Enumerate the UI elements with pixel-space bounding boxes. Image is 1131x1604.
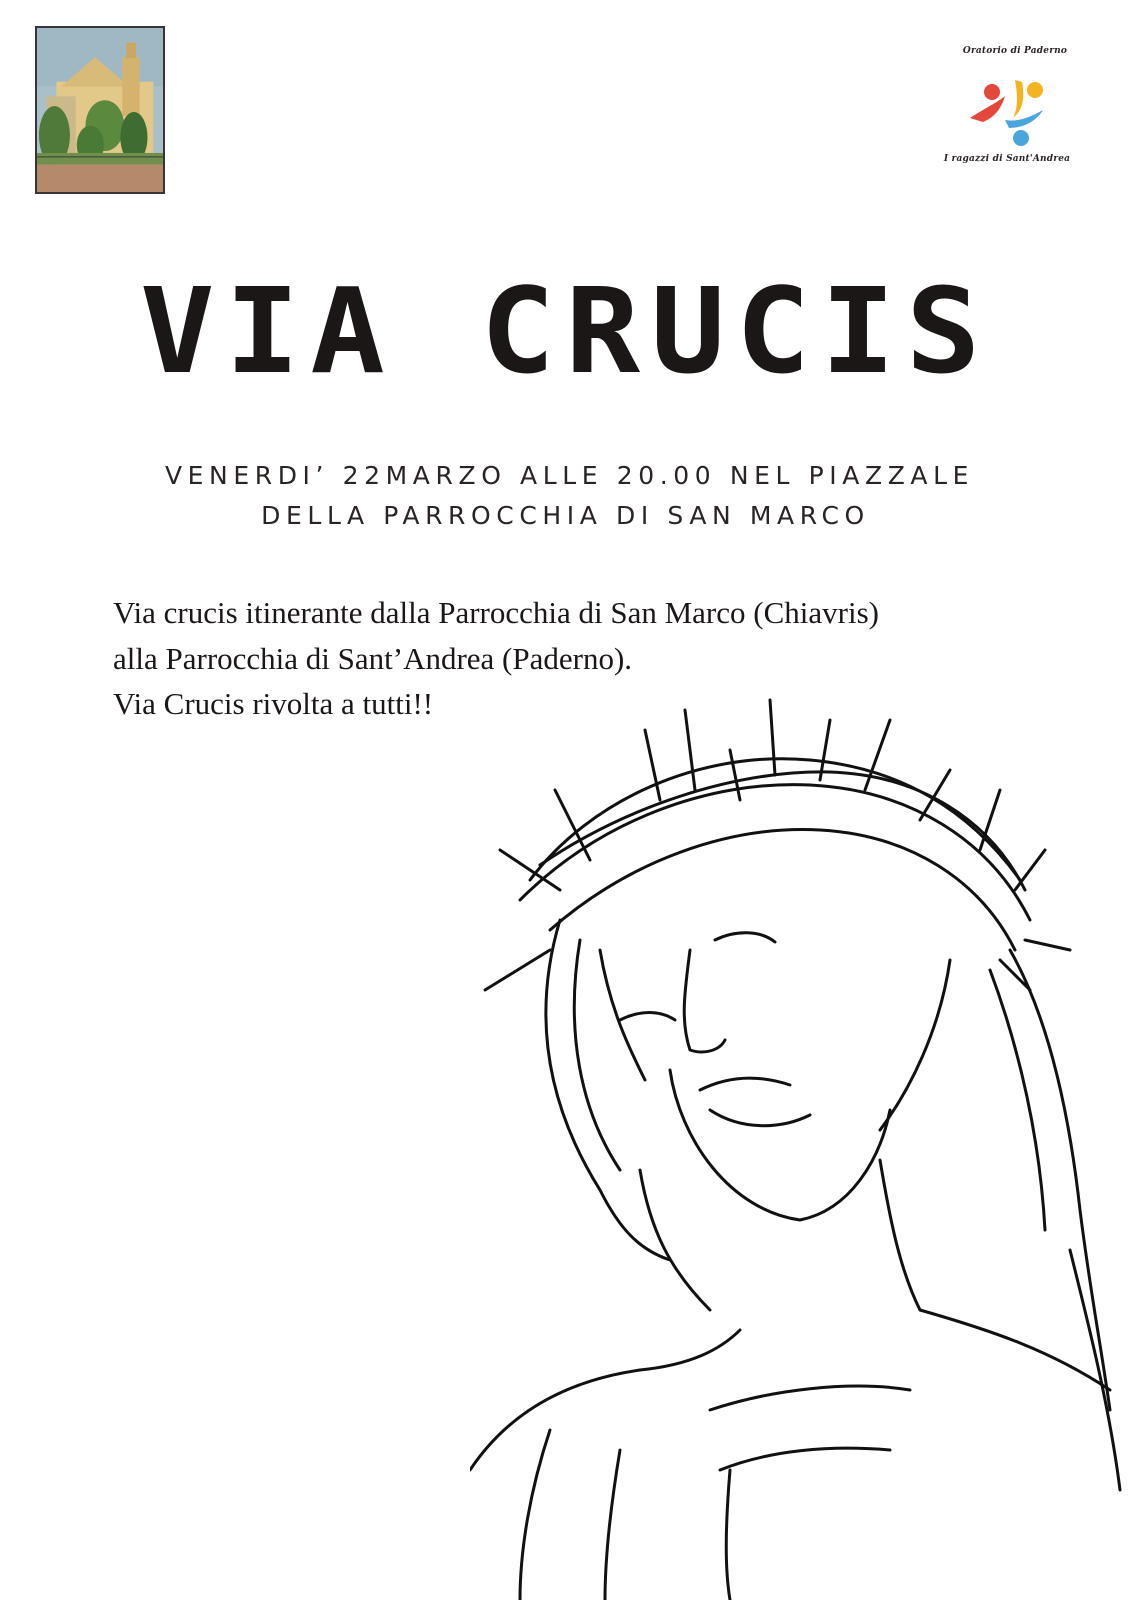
people-logo-icon (965, 62, 1055, 152)
description-line-3: Via Crucis rivolta a tutti!! (113, 686, 434, 721)
church-photo (35, 26, 165, 194)
event-date-line-1: VENERDI’ 22MARZO ALLE 20.00 NEL PIAZZALE (164, 461, 975, 490)
event-date-line-2: DELLA PARROCCHIA DI SAN MARCO (261, 501, 870, 530)
logo-top-text: Oratorio di Paderno (962, 46, 1068, 56)
logo-bottom-text: I ragazzi di Sant'Andrea (943, 154, 1071, 164)
jesus-crown-of-thorns-icon (470, 690, 1131, 1600)
oratorio-logo (945, 42, 1085, 172)
description-line-1: Via crucis itinerante dalla Parrocchia di San Marco (Chiavris) (113, 595, 879, 630)
description-line-2: alla Parrocchia di Sant’Andrea (Paderno). (113, 641, 633, 676)
poster-title: VIA CRUCIS (140, 262, 991, 400)
